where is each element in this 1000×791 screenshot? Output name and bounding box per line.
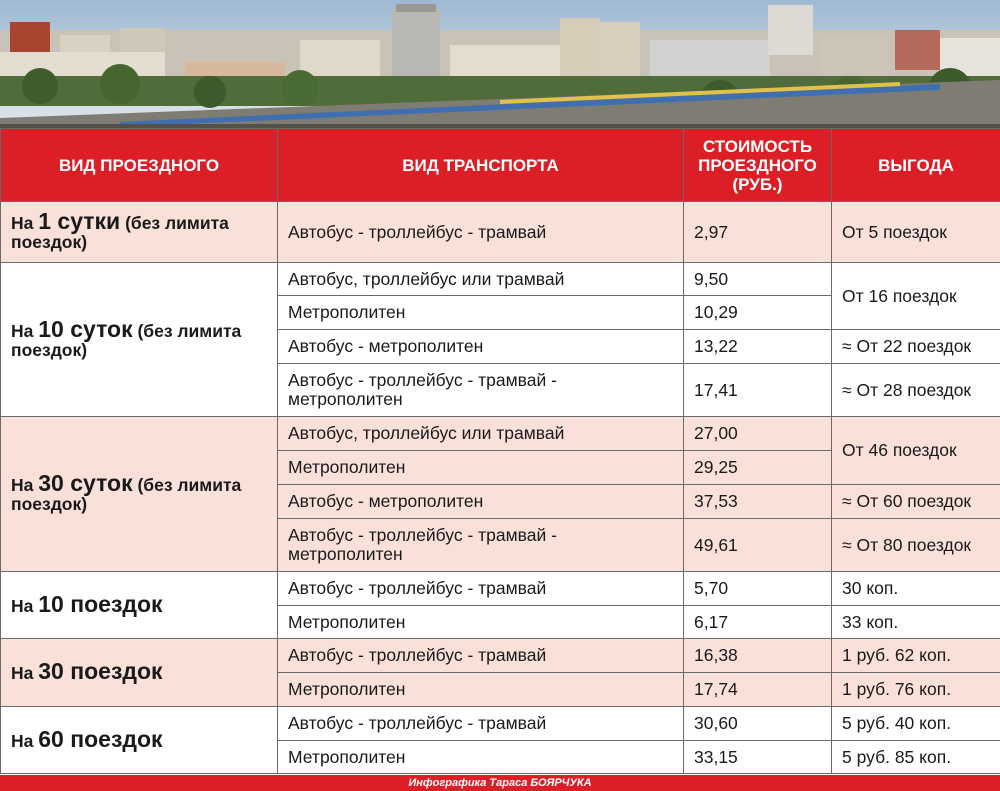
pass-type-prefix: На (11, 730, 39, 751)
benefit-cell: 30 коп. (832, 572, 1000, 606)
table-row (1, 707, 1000, 741)
transport-cell: Метрополитен (278, 606, 684, 639)
benefit-cell: 1 руб. 62 коп. (832, 639, 1000, 673)
price-cell: 9,50 (684, 263, 832, 296)
benefit-cell: 1 руб. 76 коп. (832, 673, 1000, 707)
transport-cell: Автобус - троллейбус - трамвай - метрополитен (278, 364, 684, 417)
pass-type-duration: 30 поездок (38, 658, 163, 684)
pass-type-cell (1, 639, 278, 707)
pass-type-prefix: На (11, 475, 39, 495)
transport-cell: Автобус - метрополитен (278, 330, 684, 364)
price-cell: 17,74 (684, 673, 832, 707)
benefit-cell: ≈ От 22 поездок (832, 330, 1000, 364)
pass-type-cell (1, 202, 278, 263)
header-row (1, 129, 1000, 202)
pass-type-note: (без лимита поездок) (11, 475, 242, 514)
table-row (1, 639, 1000, 673)
benefit-cell: От 16 поездок (832, 263, 1000, 330)
table-row (1, 202, 1000, 263)
table-row (1, 572, 1000, 606)
benefit-cell: 5 руб. 40 коп. (832, 707, 1000, 741)
transport-cell: Автобус - троллейбус - трамвай - метрополитен (278, 519, 684, 572)
price-cell: 6,17 (684, 606, 832, 639)
table-row (1, 417, 1000, 451)
fares-table (0, 128, 1000, 774)
infographic-credit: Инфографика Тараса БОЯРЧУКА (0, 775, 1000, 791)
header-benefit: ВЫГОДА (832, 129, 1000, 202)
pass-type-cell (1, 572, 278, 639)
header-transport-type: ВИД ТРАНСПОРТА (278, 129, 684, 202)
benefit-cell: ≈ От 60 поездок (832, 485, 1000, 519)
transport-cell: Автобус, троллейбус или трамвай (278, 417, 684, 451)
pass-type-prefix: На (11, 595, 39, 616)
benefit-cell: От 46 поездок (832, 417, 1000, 485)
price-cell: 29,25 (684, 451, 832, 485)
price-cell: 10,29 (684, 296, 832, 330)
pass-type-note: (без лимита поездок) (11, 213, 229, 252)
price-cell: 5,70 (684, 572, 832, 606)
transport-cell: Метрополитен (278, 673, 684, 707)
pass-type-cell (1, 707, 278, 774)
pass-type-duration: 1 сутки (38, 208, 121, 234)
price-cell: 27,00 (684, 417, 832, 451)
transport-cell: Автобус - троллейбус - трамвай (278, 572, 684, 606)
pass-type-prefix: На (11, 320, 39, 341)
transport-cell: Метрополитен (278, 741, 684, 774)
pass-type-prefix: На (11, 213, 39, 233)
price-cell: 17,41 (684, 364, 832, 417)
pass-type-cell (1, 263, 278, 417)
transport-cell: Метрополитен (278, 296, 684, 330)
benefit-cell: 33 коп. (832, 606, 1000, 639)
transport-cell: Автобус - троллейбус - трамвай (278, 707, 684, 741)
price-cell: 16,38 (684, 639, 832, 673)
price-cell: 13,22 (684, 330, 832, 364)
transport-cell: Автобус - метрополитен (278, 485, 684, 519)
benefit-cell: ≈ От 80 поездок (832, 519, 1000, 572)
city-panorama-photo (0, 0, 1000, 128)
pass-type-duration: 10 суток (38, 315, 133, 342)
city-panorama-illustration (0, 0, 1000, 128)
pass-type-duration: 10 поездок (38, 590, 163, 617)
pass-type-cell (1, 417, 278, 572)
pass-type-duration: 30 суток (38, 470, 133, 496)
header-price: СТОИМОСТЬ ПРОЕЗДНОГО (РУБ.) (684, 129, 832, 202)
table-row (1, 263, 1000, 296)
benefit-cell: 5 руб. 85 коп. (832, 741, 1000, 774)
pass-type-prefix: На (11, 663, 39, 683)
pass-type-note: (без лимита поездок) (11, 320, 242, 360)
price-cell: 33,15 (684, 741, 832, 774)
pass-type-duration: 60 поездок (38, 725, 163, 752)
header-pass-type: ВИД ПРОЕЗДНОГО (1, 129, 278, 202)
benefit-cell: От 5 поездок (832, 202, 1000, 263)
transport-cell: Автобус, троллейбус или трамвай (278, 263, 684, 296)
transport-cell: Автобус - троллейбус - трамвай (278, 202, 684, 263)
price-cell: 2,97 (684, 202, 832, 263)
price-cell: 49,61 (684, 519, 832, 572)
price-cell: 37,53 (684, 485, 832, 519)
price-cell: 30,60 (684, 707, 832, 741)
benefit-cell: ≈ От 28 поездок (832, 364, 1000, 417)
transport-cell: Метрополитен (278, 451, 684, 485)
transport-cell: Автобус - троллейбус - трамвай (278, 639, 684, 673)
